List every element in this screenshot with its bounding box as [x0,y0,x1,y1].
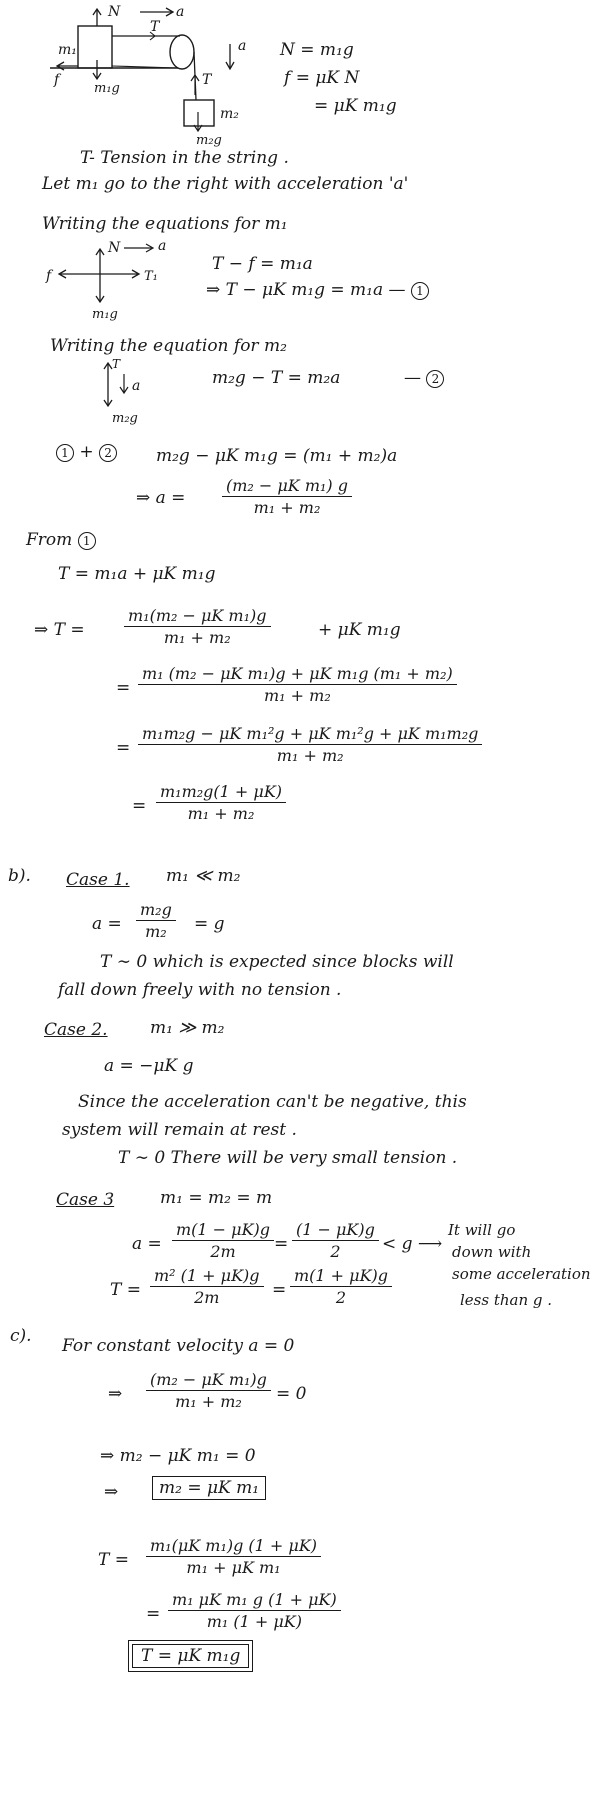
t-eq-5-denominator: m₁ + m₂ [187,804,255,823]
case3-condition: m₁ = m₂ = m [160,1188,273,1208]
label-a2: a [238,38,247,54]
case3-note-2: down with [452,1243,532,1261]
c-eq3-boxed: m₂ = μK m₁ [152,1476,266,1500]
case3-note-4: less than g . [460,1291,553,1309]
c-t-fraction [146,1536,321,1577]
fbd1-f: f [46,268,52,284]
from-tag: 1 [78,532,96,550]
case2-text-2: system will remain at rest . [62,1120,297,1140]
case3-t-fraction [150,1266,264,1307]
acc-prefix: ⇒ a = [136,488,186,508]
label-m2g: m₂g [196,133,222,148]
part-c-label: c). [10,1326,32,1346]
equation-tag-1: 1 [411,282,429,300]
case1-a-suffix: = g [194,914,225,934]
c-t2-numerator: m₁ μK m₁ g (1 + μK) [168,1590,341,1611]
case1-text-2: fall down freely with no tension . [58,980,342,1000]
text-writing-m1: Writing the equations for m₁ [42,214,288,234]
case3-a-denominator: 2m [210,1242,236,1261]
c-t2-denominator: m₁ (1 + μK) [206,1612,302,1631]
case3-note-1: It will go [448,1221,516,1239]
label-T: T [150,19,160,35]
case2-text-1: Since the acceleration can't be negative, this [78,1092,467,1112]
fbd1-a: a [158,238,167,254]
c-t-prefix: T = [98,1550,129,1570]
case1-text-1: T ∼ 0 which is expected since blocks will [100,952,454,972]
eq-friction-2: = μK m₁g [314,96,397,116]
case2-condition: m₁ ≫ m₂ [150,1018,225,1038]
sum-equation: m₂g − μK m₁g = (m₁ + m₂)a [156,446,398,466]
t-eq-4-prefix: = [116,738,131,758]
acc-numerator: (m₂ − μK m₁) g [222,476,352,497]
case3-note-3: some acceleration [452,1265,591,1283]
t-eq-2-suffix: + μK m₁g [318,620,401,640]
case3-label: Case 3 [56,1190,115,1210]
acc-fraction [222,476,352,517]
t-eq-3-numerator: m₁ (m₂ − μK m₁)g + μK m₁g (m₁ + m₂) [138,664,457,685]
from-1 [26,530,96,550]
c-t-denominator: m₁ + μK m₁ [186,1558,281,1577]
block-m1 [78,26,112,68]
case1-condition: m₁ ≪ m₂ [166,866,241,886]
eq-m2: m₂g − T = m₂a [212,368,341,388]
t-eq-3-denominator: m₁ + m₂ [264,686,331,705]
case1-a-prefix: a = [92,914,122,934]
t-eq-2-numerator: m₁(m₂ − μK m₁)g [124,606,271,627]
sum-tags [56,442,117,462]
equation-tag-2: 2 [426,370,444,388]
label-m1: m₁ [58,42,77,58]
case3-a-fraction [172,1220,274,1261]
label-m1g: m₁g [94,81,120,96]
case3-eq2: = [272,1280,287,1300]
case1-a-fraction [136,900,176,941]
pulley [170,35,194,69]
text-writing-m2: Writing the equation for m₂ [50,336,287,356]
t-eq-4-numerator: m₁m₂g − μK m₁²g + μK m₁²g + μK m₁m₂g [138,724,482,745]
fbd1-m1g: m₁g [92,307,118,322]
t-eq-3-prefix: = [116,678,131,698]
t-eq-2-denominator: m₁ + m₂ [163,628,231,647]
case3-t2-fraction [290,1266,392,1307]
eq-m1-b [206,280,429,300]
t-eq-4-fraction [138,724,482,765]
case1-label: Case 1. [66,870,130,890]
part-b-label: b). [8,866,31,886]
t-eq-5-prefix: = [132,796,147,816]
case1-a-denominator: m₂ [145,922,167,941]
t-eq-5-numerator: m₁m₂g(1 + μK) [156,782,286,803]
c-eq2: ⇒ m₂ − μK m₁ = 0 [100,1446,256,1466]
fbd1-N: N [108,240,121,256]
eq-m2-tag [404,368,444,388]
fbd1-T: T₁ [144,269,158,284]
c-t2-fraction [168,1590,341,1631]
case3-a-prefix: a = [132,1234,162,1254]
case3-t-denominator: 2m [194,1288,220,1307]
label-T2: T [202,72,212,88]
fbd2-a: a [132,378,141,394]
c-t2-prefix: = [146,1604,161,1624]
c-eq1-fraction [146,1370,271,1411]
block-m2 [184,100,214,126]
label-a: a [176,4,185,20]
t-eq-1: T = m₁a + μK m₁g [58,564,216,584]
label-f: f [54,72,60,88]
case3-t-prefix: T = [110,1280,141,1300]
eq-friction: f = μK N [284,68,360,88]
sum-tag-2: 2 [99,444,117,462]
t-eq-3-fraction [138,664,457,705]
c-eq1-prefix: ⇒ [108,1384,123,1404]
text-let: Let m₁ go to the right with acceleration 'a' [42,174,409,194]
sum-tag-1: 1 [56,444,74,462]
case3-t2-numerator: m(1 + μK)g [290,1266,392,1287]
t-eq-2-prefix: ⇒ T = [34,620,85,640]
label-m2: m₂ [220,106,239,122]
case3-t-numerator: m² (1 + μK)g [150,1266,264,1287]
case3-t2-denominator: 2 [335,1288,347,1307]
case2-a: a = −μK g [104,1056,194,1076]
c-eq1-denominator: m₁ + m₂ [175,1392,242,1411]
label-N: N [108,4,121,20]
eq-m1-b-text: ⇒ T − μK m₁g = m₁a — [206,280,406,300]
case3-a2-fraction [292,1220,379,1261]
t-eq-2-fraction [124,606,271,647]
final-answer: T = μK m₁g [132,1644,249,1668]
eq-m1-a: T − f = m₁a [212,254,313,274]
acc-denominator: m₁ + m₂ [253,498,321,517]
case2-label: Case 2. [44,1020,108,1040]
case1-a-numerator: m₂g [136,900,176,921]
t-eq-4-denominator: m₁ + m₂ [276,746,344,765]
eq-m2-dash: — [404,368,421,388]
case3-a-numerator: m(1 − μK)g [172,1220,274,1241]
c-t-numerator: m₁(μK m₁)g (1 + μK) [146,1536,321,1557]
c-text: For constant velocity a = 0 [62,1336,295,1356]
from-label: From [26,530,73,550]
text-tension: T- Tension in the string . [80,148,289,168]
case2-text-3: T ∼ 0 There will be very small tension . [118,1148,458,1168]
fbd2-T: T [112,357,121,371]
final-answer-box [128,1640,253,1672]
eq-normal: N = m₁g [280,40,354,60]
t-eq-5-fraction [156,782,286,823]
c-eq1-suffix: = 0 [276,1384,307,1404]
sum-plus: + [79,442,94,462]
case3-a2-denominator: 2 [330,1242,341,1261]
case3-a2-numerator: (1 − μK)g [292,1220,379,1241]
case3-eq: = [274,1234,289,1254]
fbd2-m2g: m₂g [112,411,138,426]
case3-lt: < g ⟶ [382,1234,443,1254]
c-eq3-prefix: ⇒ [104,1482,119,1502]
c-eq1-numerator: (m₂ − μK m₁)g [146,1370,271,1391]
